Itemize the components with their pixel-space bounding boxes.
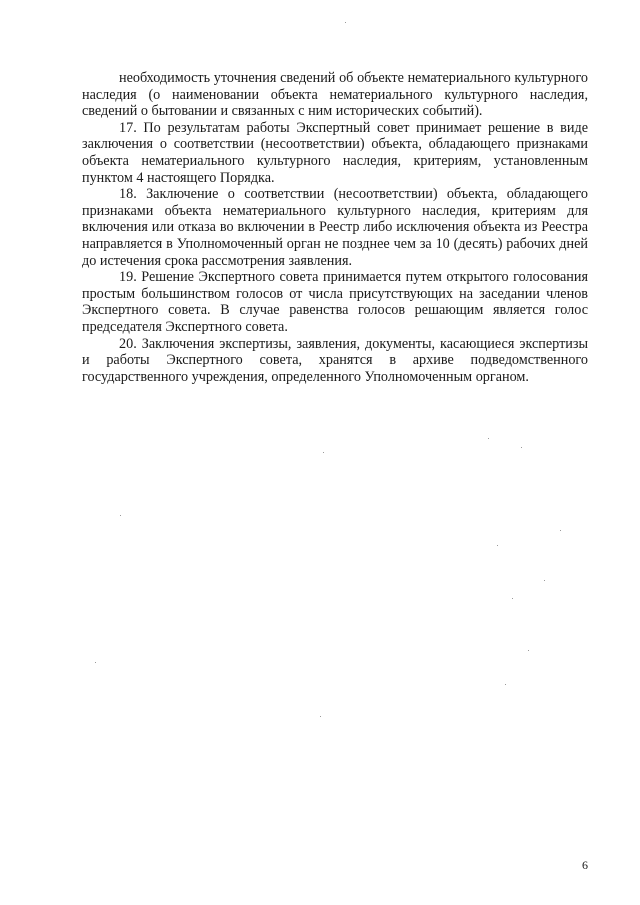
paragraph-17: 17. По результатам работы Экспертный совет принимает решение в виде заключения о соответствии (несоответствии) объекта, обладающего признаками объекта нематериального культурного наследия, критериям, установленным пунктом 4 настоящего Порядка. xyxy=(82,119,588,186)
document-body xyxy=(82,70,588,385)
scan-speck xyxy=(560,530,561,531)
paragraph-18: 18. Заключение о соответствии (несоответствии) объекта, обладающего признаками объекта нематериального культурного наследия, критериям для включения или отказа во включении в Реестр либо исключения объекта из Реестра направляется в Уполномоченный орган не позднее чем за 10 (десять) рабочих дней до истечения срока рассмотрения заявления. xyxy=(82,186,588,269)
scan-speck xyxy=(95,662,96,663)
paragraph-20: 20. Заключения экспертизы, заявления, документы, касающиеся экспертизы и работы Экспертного совета, хранятся в архиве подведомственного государственного учреждения, определенного Уполномоченным органом. xyxy=(82,335,588,385)
scan-speck xyxy=(497,545,498,546)
scan-speck xyxy=(505,684,506,685)
scan-speck xyxy=(320,716,321,717)
scan-speck xyxy=(323,452,324,453)
paragraph-19: 19. Решение Экспертного совета принимается путем открытого голосования простым большинством голосов от числа присутствующих на заседании членов Экспертного совета. В случае равенства голосов решающим является голос председателя Экспертного совета. xyxy=(82,269,588,335)
paragraph-continuation: необходимость уточнения сведений об объекте нематериального культурного наследия (о наименовании объекта нематериального культурного наследия, сведений о бытовании и связанных с ним исторических событий). xyxy=(82,70,588,120)
scan-speck xyxy=(512,598,513,599)
scan-speck xyxy=(521,447,522,448)
page-number: 6 xyxy=(582,858,588,872)
scan-speck xyxy=(528,650,529,651)
scan-speck xyxy=(488,438,489,439)
scan-speck xyxy=(345,22,346,23)
scan-speck xyxy=(544,580,545,581)
scan-speck xyxy=(120,515,121,516)
